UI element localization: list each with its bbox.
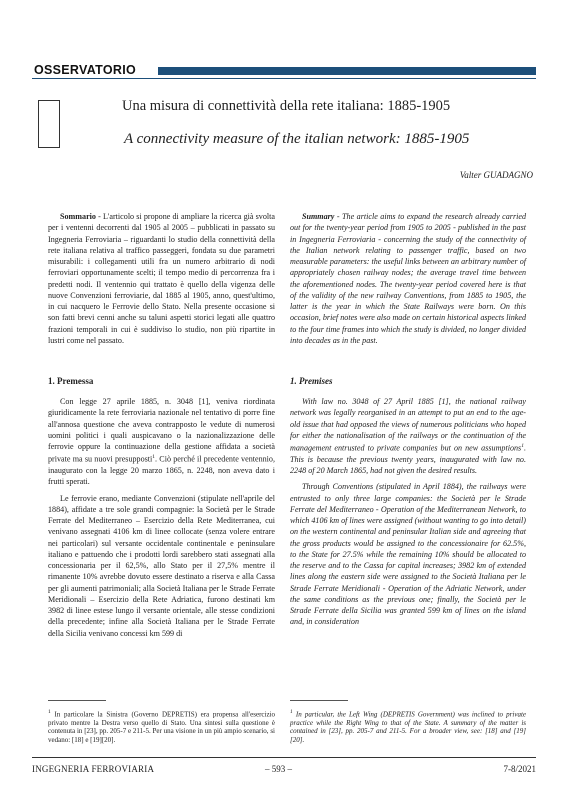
footer-divider: [32, 757, 536, 758]
abstract-italian: [48, 211, 275, 351]
title-italian: Una misura di connettività della rete italiana: 1885-1905: [122, 98, 451, 114]
abstract-english: [290, 211, 526, 351]
abstract-en-text: - The article aims to expand the research already carried out for the twenty-year period from 1905 to 2005 - published in the past in Ingegneria Ferroviaria - concerning the study of the connectivity of the Italian network relating to passenger traffic, based on two measurable parameters: the useful links between an arbitrary number of appropriately chosen railway nodes; the average travel time between the aforementioned nodes. The twenty-year period covered here is that of the validity of the new railway Conventions, from 1885 to 1905, the latter is the year in which the State Railways were born. On this occasion, brief notes were also made on certain historical aspects linked to the four time frames into which the study is divided, no longer divided into decades as in the past.: [290, 212, 526, 345]
footnote-rule-it: [48, 700, 106, 701]
body-it-paragraph-2: Le ferrovie erano, mediante Convenzioni (stipulate nell'aprile del 1884), affidate a tre sole grandi compagnie: la Società per le Strade Ferrate del Mediterraneo – Esercizio della Rete Mediterranea, cui venivano assegnati 4106 km di linee collocate (senza volere entrare nei particolari) sul versante occidentale continentale e peninsulare italiano e pattuendo che i prodotti lordi sarebbero stati assegnati alla concessionaria per il 62,5%, allo Stato per il 27,5% mentre il rimanente 10% avrebbe dovuto essere destinato a riserva e alla Cassa per gli aumenti patrimoniali; alla Società Italiana per le Strade Ferrate Meridionali – Esercizio della Rete Adriatica, furono destinati km 3982 di linee estese lungo il versante orientale, alle stesse condizioni della precedente; infine alla Società Italiana per le Strade Ferrate della Sicilia venivano concessi km 599 di: [48, 493, 275, 638]
body-english: [290, 396, 526, 633]
header-divider: [32, 78, 536, 79]
body-italian: [48, 396, 275, 644]
heading-premises: 1. Premises: [290, 376, 333, 386]
footer-issue: 7-8/2021: [503, 764, 536, 774]
author: Valter GUADAGNO: [459, 170, 533, 180]
abstract-it-label: Sommario: [60, 212, 96, 221]
body-en-paragraph-2: Through Conventions (stipulated in April 1884), the railways were entrusted to only three large companies: the Società per le Strade Ferrate del Mediterraneo - Operation of the Mediterranean Network, to which 4106 km of lines were assigned (without wanting to go into detail) on the western continental and peninsular Italian side and agreeing that the gross products would be assigned to the concessionaire for 62.5%, to the State for 27.5% while the remaining 10% should be allocated to the reserve and to the Cassa for capital increases; 3982 km of extended lines along the eastern side were assigned to the Società Italiana per le Strade Ferrate Meridionali - Operation of the Adriatic Network, under the same conditions as the previous one; finally, the Società per le Strade Ferrate della Sicilia was granted 599 km of lines on the island and, in consideration: [290, 482, 526, 627]
abstract-it-text: - L'articolo si propone di ampliare la ricerca già svolta per i ventenni decorrenti dal 1905 al 2005 – pubblicati in passato su Ingegneria Ferroviaria – riguardanti lo studio della connettività della rete italiana relativa al traffico passeggeri, fondata su due parametri misurabili: i collegamenti utili fra un numero arbitrario di nodi ferroviari opportunamente scelti; il tempo medio di percorrenza fra i predetti nodi. Il ventennio qui trattato è quello della vigenza delle nuove Convenzioni ferroviarie, dal 1885 al 1905, anno, quest'ultimo, in cui nacquero le Ferrovie dello Stato. Nella presente occasione si son fatti brevi cenni anche su taluni aspetti storici legati alle quattro frazioni temporali in cui è suddiviso lo studio, non più ripartite in lustri come nel passato.: [48, 212, 275, 345]
header-bar: [158, 67, 536, 75]
footnote-italian: $^1$ In particolare la Sinistra (Governo DEPRETIS) era propensa all'esercizio privato mentre la Destra verso quello di Stato. Una sintesi sulla questione è contenuta in [23], pp. 205-7 e 211-5. Per una visione in un più ampio scenario, si vedano: [18] e [19][20].: [48, 709, 276, 744]
body-en-paragraph-1: With law no. 3048 of 27 April 1885 [1], the national railway network was legally reorganised in an attempt to put an end to the age-old issue that had opposed the views of numerous politicians who hoped for either the nationalisation of the railways or the continuation of the management entrusted to private companies but on new assumptions$^1$. This is because the previous twenty years, inaugurated with law no. 2248 of 20 March 1865, had not given the desired results.: [290, 397, 526, 476]
title-box-ornament: [38, 100, 60, 148]
footnote-rule-en: [290, 700, 348, 701]
footnote-english: $^1$ In particular, the Left Wing (DEPRETIS Government) was inclined to private practice while the Right Wing to that of the State. A summary of the matter is contained in [23], pp. 205-7 and 211-5. For a broader view, see: [18] and [19][20].: [290, 709, 526, 744]
abstract-en-label: Summary: [302, 212, 335, 221]
footer-journal-name: INGEGNERIA FERROVIARIA: [32, 764, 155, 774]
section-label: OSSERVATORIO: [34, 63, 137, 77]
title-english: A connectivity measure of the italian network: 1885-1905: [124, 131, 470, 147]
body-it-paragraph-1: Con legge 27 aprile 1885, n. 3048 [1], veniva riordinata giuridicamente la rete ferroviaria nazionale nel tentativo di porre fine all'annosa questione che aveva contrapposto le vedute di numerosi uomini politici i quali auspicavano o la nazionalizzazione delle ferrovie oppure la continuazione della gestione affidata a società private ma su nuovi presupposti$^1$. Ciò perché il precedente ventennio, inaugurato con la legge 20 marzo 1865, n. 2248, non aveva dato i frutti sperati.: [48, 397, 276, 487]
heading-premessa: 1. Premessa: [48, 376, 94, 386]
footer-page-number: – 593 –: [265, 764, 292, 774]
